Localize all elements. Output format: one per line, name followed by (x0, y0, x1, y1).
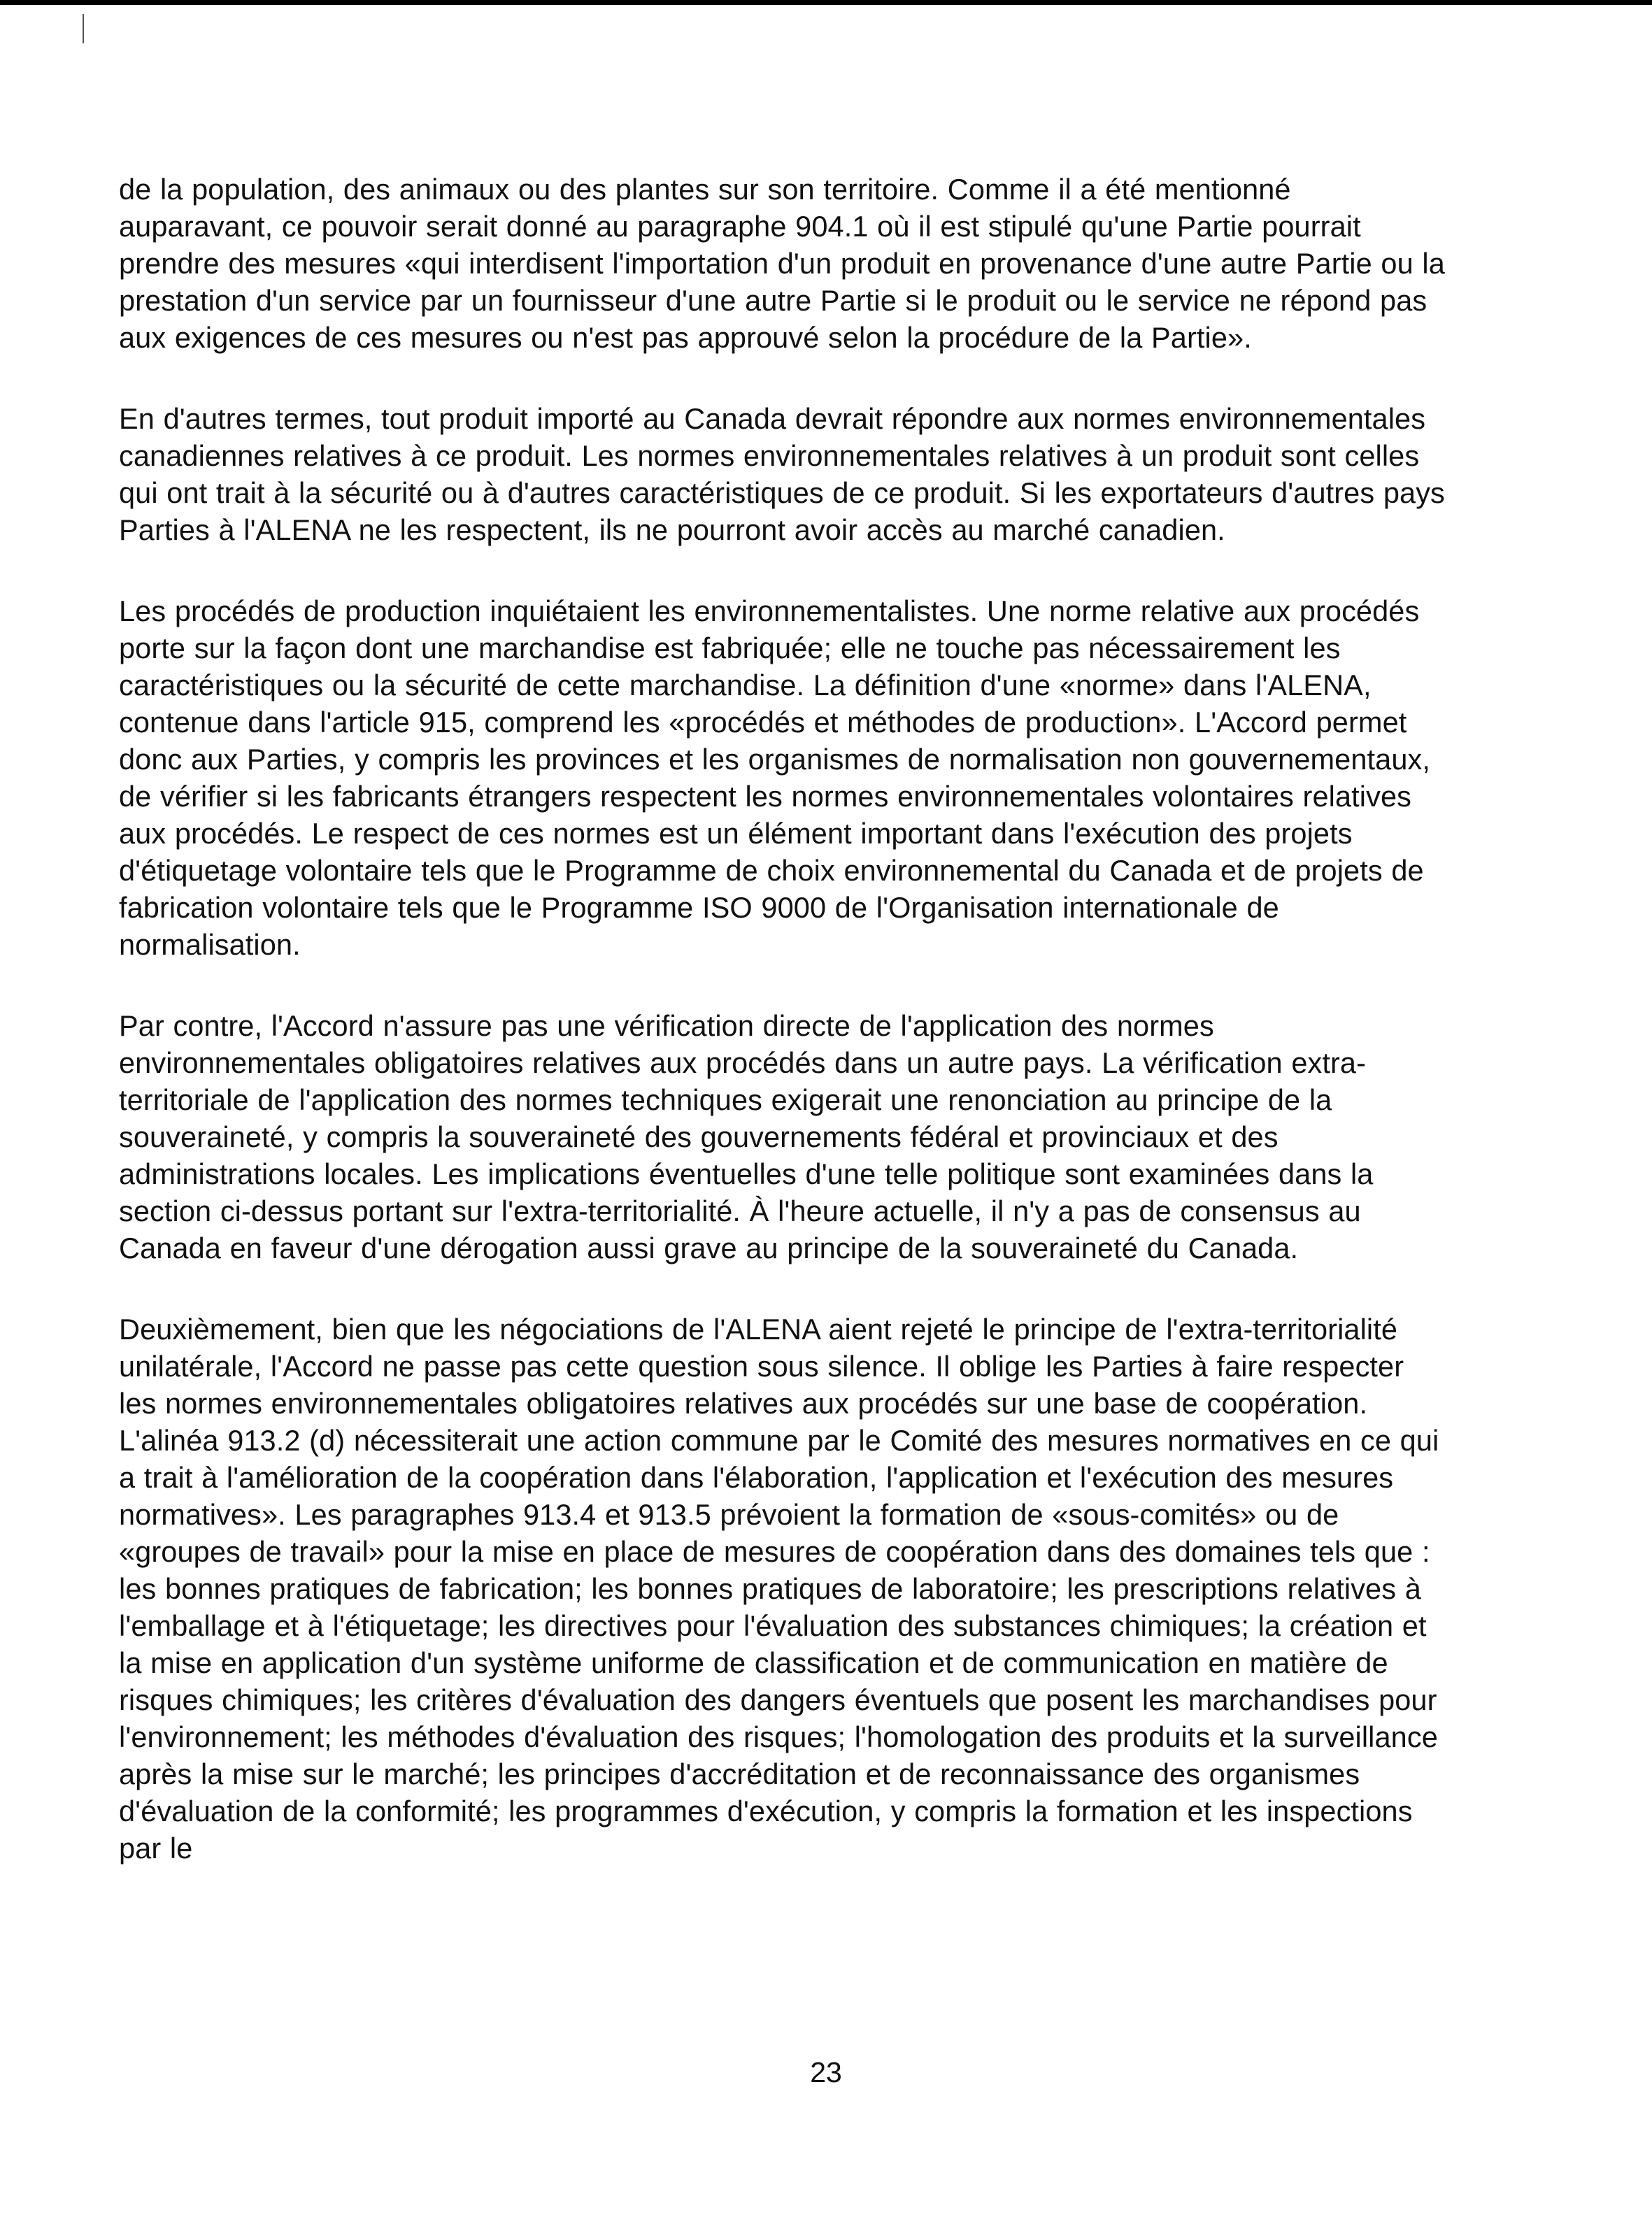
top-scan-border (0, 0, 1652, 5)
page-number: 23 (810, 2056, 842, 2088)
scan-speck (83, 14, 84, 43)
paragraph-production-processes: Les procédés de production inquiétaient les environnementalistes. Une norme relative aux procédés porte sur la façon dont une marchandise est fabriquée; elle ne touche pas nécessairement les caractéristiques ou la sécurité de cette marchandise. La définition d'une «norme» dans l'ALENA, contenue dans l'article 915, comprend les «procédés et méthodes de production». L'Accord permet donc aux Parties, y compris les provinces et les organismes de normalisation non gouvernementaux, de vérifier si les fabricants étrangers respectent les normes environnementales volontaires relatives aux procédés. Le respect de ces normes est un élément important dans l'exécution des projets d'étiquetage volontaire tels que le Programme de choix environnemental du Canada et de projets de fabrication volontaire tels que le Programme ISO 9000 de l'Organisation internationale de normalisation. (119, 594, 1431, 961)
paragraph-sanitary-measures: de la population, des animaux ou des plantes sur son territoire. Comme il a été mentionné auparavant, ce pouvoir serait donné au paragraphe 904.1 où il est stipulé qu'une Partie pourrait prendre des mesures «qui interdisent l'importation d'un produit en provenance d'une autre Partie ou la prestation d'un service par un fournisseur d'une autre Partie si le produit ou le service ne répond pas aux exigences de ces mesures ou n'est pas approuvé selon la procédure de la Partie». (119, 173, 1445, 354)
document-body (119, 171, 1448, 1911)
paragraph-product-standards: En d'autres termes, tout produit importé au Canada devrait répondre aux normes environnementales canadiennes relatives à ce produit. Les normes environnementales relatives à un produit sont celles qui ont trait à la sécurité ou à d'autres caractéristiques de ce produit. Si les exportateurs d'autres pays Parties à l'ALENA ne les respectent, ils ne pourront avoir accès au marché canadien. (119, 402, 1445, 546)
paragraph-cooperation: Deuxièmement, bien que les négociations de l'ALENA aient rejeté le principe de l'extra-territorialité unilatérale, l'Accord ne passe pas cette question sous silence. Il oblige les Parties à faire respecter les normes environnementales obligatoires relatives aux procédés sur une base de coopération. L'alinéa 913.2 (d) nécessiterait une action commune par le Comité des mesures normatives en ce qui a trait à l'amélioration de la coopération dans l'élaboration, l'application et l'exécution des mesures normatives». Les paragraphes 913.4 et 913.5 prévoient la formation de «sous-comités» ou de «groupes de travail» pour la mise en place de mesures de coopération dans des domaines tels que : les bonnes pratiques de fabrication; les bonnes pratiques de laboratoire; les prescriptions relatives à l'emballage et à l'étiquetage; les directives pour l'évaluation des substances chimiques; la création et la mise en application d'un système uniforme de classification et de communication en matière de risques chimiques; les critères d'évaluation des dangers éventuels que posent les marchandises pour l'environnement; les méthodes d'évaluation des risques; l'homologation des produits et la surveillance après la mise sur le marché; les principes d'accréditation et de reconnaissance des organismes d'évaluation de la conformité; les programmes d'exécution, y compris la formation et les inspections par le (119, 1313, 1439, 1865)
paragraph-sovereignty: Par contre, l'Accord n'assure pas une vérification directe de l'application des normes environnementales obligatoires relatives aux procédés dans un autre pays. La vérification extra-territoriale de l'application des normes techniques exigerait une renonciation au principe de la souveraineté, y compris la souveraineté des gouvernements fédéral et provinciaux et des administrations locales. Les implications éventuelles d'une telle politique sont examinées dans la section ci-dessus portant sur l'extra-territorialité. À l'heure actuelle, il n'y a pas de consensus au Canada en faveur d'une dérogation aussi grave au principe de la souveraineté du Canada. (119, 1009, 1374, 1264)
